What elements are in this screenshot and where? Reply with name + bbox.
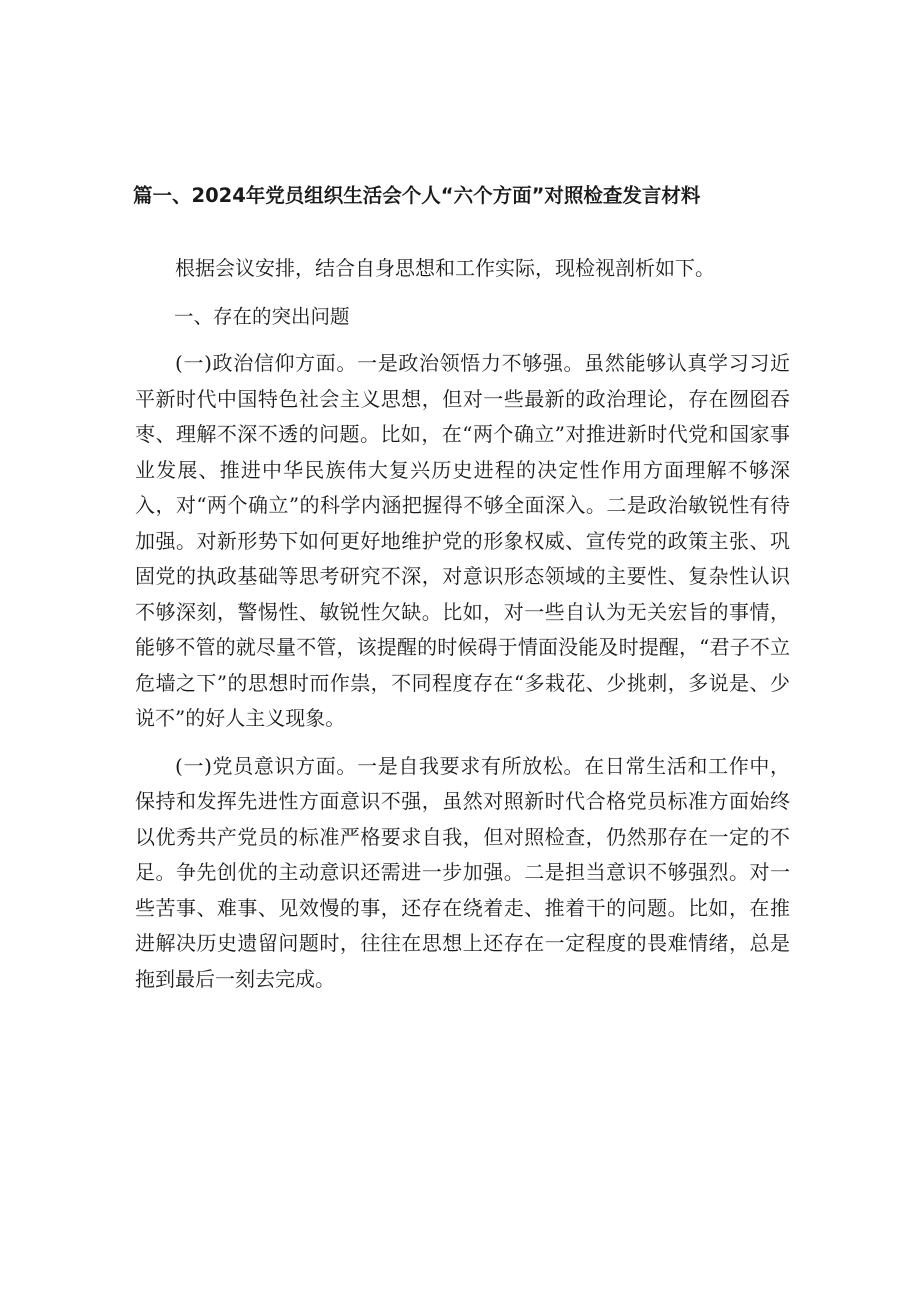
- paragraph-political-belief: (一)政治信仰方面。一是政治领悟力不够强。虽然能够认真学习习近平新时代中国特色社会主义思想，但对一些最新的政治理论，存在囫囵吞枣、理解不深不透的问题。比如，在“两个确立”对推进新时代党和国家事业发展、推进中华民族伟大复兴历史进程的决定性作用方面理解不够深入，对“两个确立”的科学内涵把握得不够全面深入。二是政治敏锐性有待加强。对新形势下如何更好地维护党的形象权威、宣传党的政策主张、巩固党的执政基础等思考研究不深，对意识形态领域的主要性、复杂性认识不够深刻，警惕性、敏锐性欠缺。比如，对一些自认为无关宏旨的事情，能够不管的就尽量不管，该提醒的时候碍于情面没能及时提醒，“君子不立危墙之下”的思想时而作祟，不同程度存在“多栽花、少挑刺，多说是、少说不”的好人主义现象。: [135, 351, 790, 730]
- section-heading: 一、存在的突出问题: [174, 304, 350, 328]
- document-title: 篇一、2024年党员组织生活会个人“六个方面”对照检查发言材料: [133, 184, 701, 207]
- paragraph-party-awareness: (一)党员意识方面。一是自我要求有所放松。在日常生活和工作中，保持和发挥先进性方面意识不强，虽然对照新时代合格党员标准方面始终以优秀共产党员的标准严格要求自我，但对照检查，仍然那存在一定的不足。争先创优的主动意识还需进一步加强。二是担当意识不够强烈。对一些苦事、难事、见效慢的事，还存在绕着走、推着干的问题。比如，在推进解决历史遗留问题时，往往在思想上还存在一定程度的畏难情绪，总是拖到最后一刻去完成。: [135, 753, 790, 991]
- document-body: [135, 251, 790, 1009]
- intro-paragraph: 根据会议安排，结合自身思想和工作实际，现检视剖析如下。: [175, 256, 715, 280]
